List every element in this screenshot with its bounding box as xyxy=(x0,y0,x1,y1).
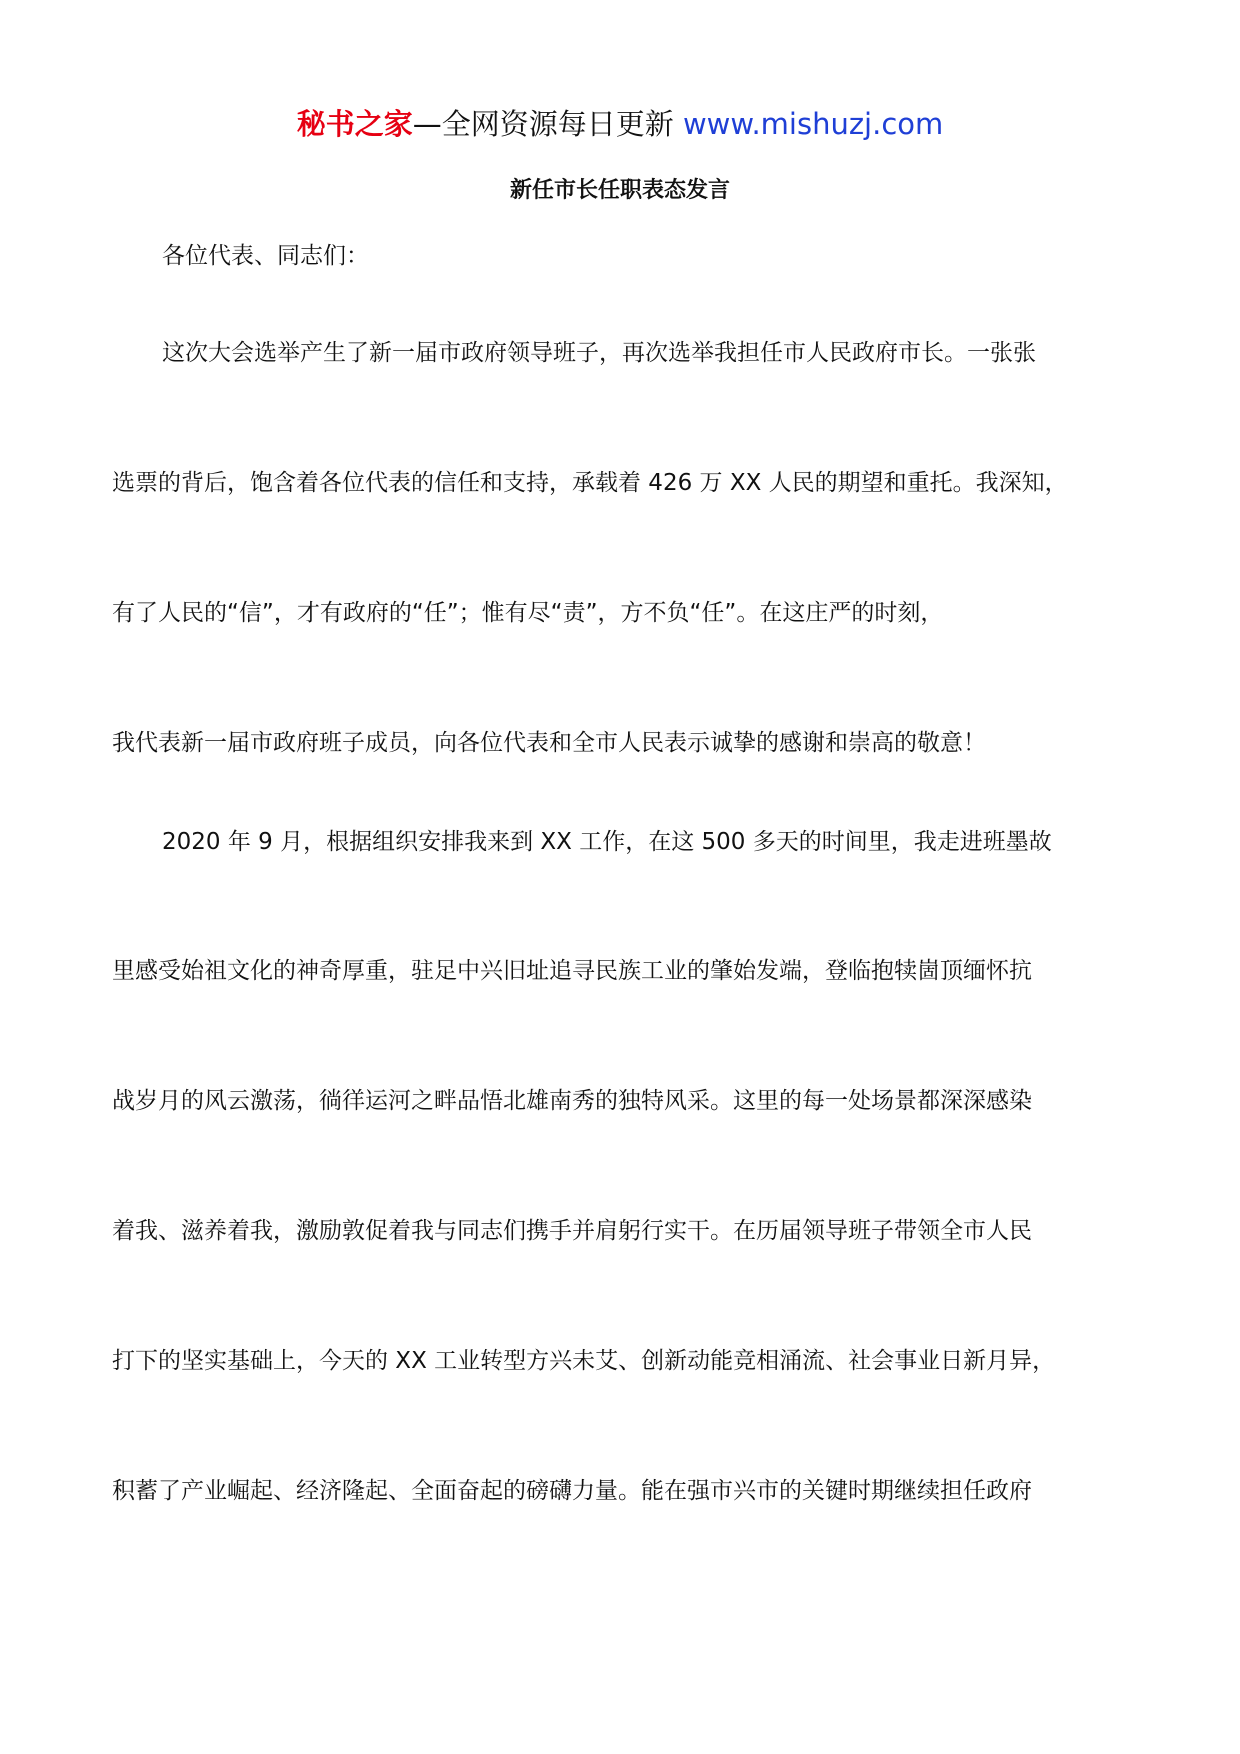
body-line: 积蓄了产业崛起、经济隆起、全面奋起的磅礴力量。能在强市兴市的关键时期继续担任政府 xyxy=(112,1478,1032,1504)
body-line: 打下的坚实基础上，今天的 XX 工业转型方兴未艾、创新动能竞相涌流、社会事业日新月异， xyxy=(112,1348,1056,1374)
body-line: 战岁月的风云激荡，徜徉运河之畔品悟北雄南秀的独特风采。这里的每一处场景都深深感染 xyxy=(112,1088,1032,1114)
body-line: 着我、滋养着我，激励敦促着我与同志们携手并肩躬行实干。在历届领导班子带领全市人民 xyxy=(112,1218,1032,1244)
body-line: 我代表新一届市政府班子成员，向各位代表和全市人民表示诚挚的感谢和崇高的敬意！ xyxy=(112,730,986,756)
salutation: 各位代表、同志们： xyxy=(162,243,369,269)
body-line: 2020 年 9 月，根据组织安排我来到 XX 工作，在这 500 多天的时间里，我走进班墨故 xyxy=(162,829,1052,855)
body-line: 这次大会选举产生了新一届市政府领导班子，再次选举我担任市人民政府市长。一张张 xyxy=(162,340,1036,366)
body-line: 选票的背后，饱含着各位代表的信任和支持，承载着 426 万 XX 人民的期望和重托。我深知， xyxy=(112,470,1068,496)
body-line: 有了人民的“信”，才有政府的“任”；惟有尽“责”，方不负“任”。在这庄严的时刻， xyxy=(112,600,944,626)
banner-tagline: —全网资源每日更新 xyxy=(412,107,674,141)
site-url-link[interactable]: www.mishuzj.com xyxy=(673,107,944,141)
document-title: 新任市长任职表态发言 xyxy=(509,178,730,203)
site-banner xyxy=(0,104,1240,144)
body-line: 里感受始祖文化的神奇厚重，驻足中兴旧址追寻民族工业的肇始发端，登临抱犊崮顶缅怀抗 xyxy=(112,958,1032,984)
brand-name: 秘书之家 xyxy=(296,107,413,141)
